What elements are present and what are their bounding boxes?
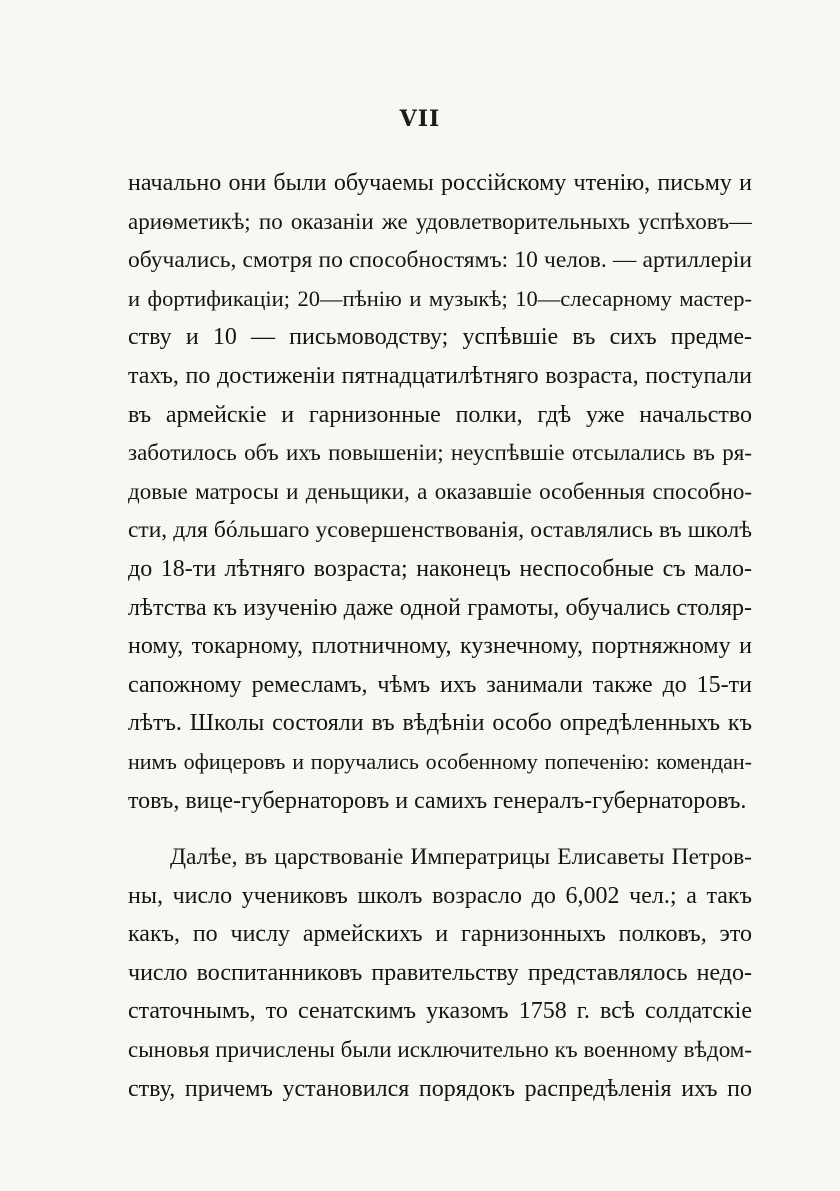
text-line: тахъ, по достиженіи пятнадцатилѣтняго возраста, поступали [128, 362, 752, 389]
paragraph [128, 164, 752, 820]
text-line: и фортификаціи; 20—пѣнію и музыкѣ; 10—слесарному мастер- [128, 285, 752, 311]
text-line: Далѣе, въ царствованіе Императрицы Елисаветы Петров- [170, 844, 752, 871]
text-line: нимъ офицеровъ и поручались особенному попеченію: комендан- [128, 748, 752, 774]
text-line: до 18-ти лѣтняго возраста; наконецъ неспособные съ мало- [128, 555, 752, 582]
text-line: товъ, вице-губернаторовъ и самихъ генералъ-губернаторовъ. [128, 787, 747, 814]
text-line: статочнымъ, то сенатскимъ указомъ 1758 г. всѣ солдатскіе [128, 998, 752, 1025]
text-line: число воспитанниковъ правительству представлялось недо- [128, 959, 752, 986]
text-line: ариѳметикѣ; по оказаніи же удовлетворительныхъ успѣховъ— [128, 208, 752, 234]
text-line: ны, число учениковъ школъ возрасло до 6,002 чел.; а такъ [128, 882, 752, 909]
body-text [128, 164, 752, 1108]
text-line: ству, причемъ установился порядокъ распредѣленія ихъ по [128, 1075, 752, 1102]
page-number: VII [399, 106, 441, 132]
text-line: сыновья причислены были исключительно къ военному вѣдом- [128, 1037, 752, 1063]
text-line: какъ, по числу армейскихъ и гарнизонныхъ полковъ, это [128, 921, 752, 948]
text-line: сапожному ремесламъ, чѣмъ ихъ занимали также до 15-ти [128, 671, 752, 698]
text-line: ному, токарному, плотничному, кузнечному, портняжному и [128, 633, 752, 660]
paragraph-gap [128, 820, 752, 838]
text-line: лѣтства къ изученію даже одной грамоты, обучались столяр- [128, 594, 752, 621]
text-line: довые матросы и деньщики, а оказавшіе особенныя способно- [128, 478, 752, 504]
paragraph [128, 838, 752, 1108]
text-line: въ армейскіе и гарнизонные полки, гдѣ уже начальство [128, 401, 752, 428]
text-line: лѣтъ. Школы состояли въ вѣдѣніи особо опредѣленныхъ къ [128, 710, 752, 737]
text-line: ству и 10 — письмоводству; успѣвшіе въ сихъ предме- [128, 324, 752, 351]
text-line: заботилось объ ихъ повышеніи; неуспѣвшіе отсылались въ ря- [128, 440, 752, 466]
text-line: начально они были обучаемы россійскому чтенію, письму и [128, 170, 752, 196]
text-line: обучались, смотря по способностямъ: 10 челов. — артиллеріи [128, 247, 752, 274]
text-line: сти, для бóльшаго усовершенствованія, оставлялись въ школѣ [128, 517, 752, 544]
